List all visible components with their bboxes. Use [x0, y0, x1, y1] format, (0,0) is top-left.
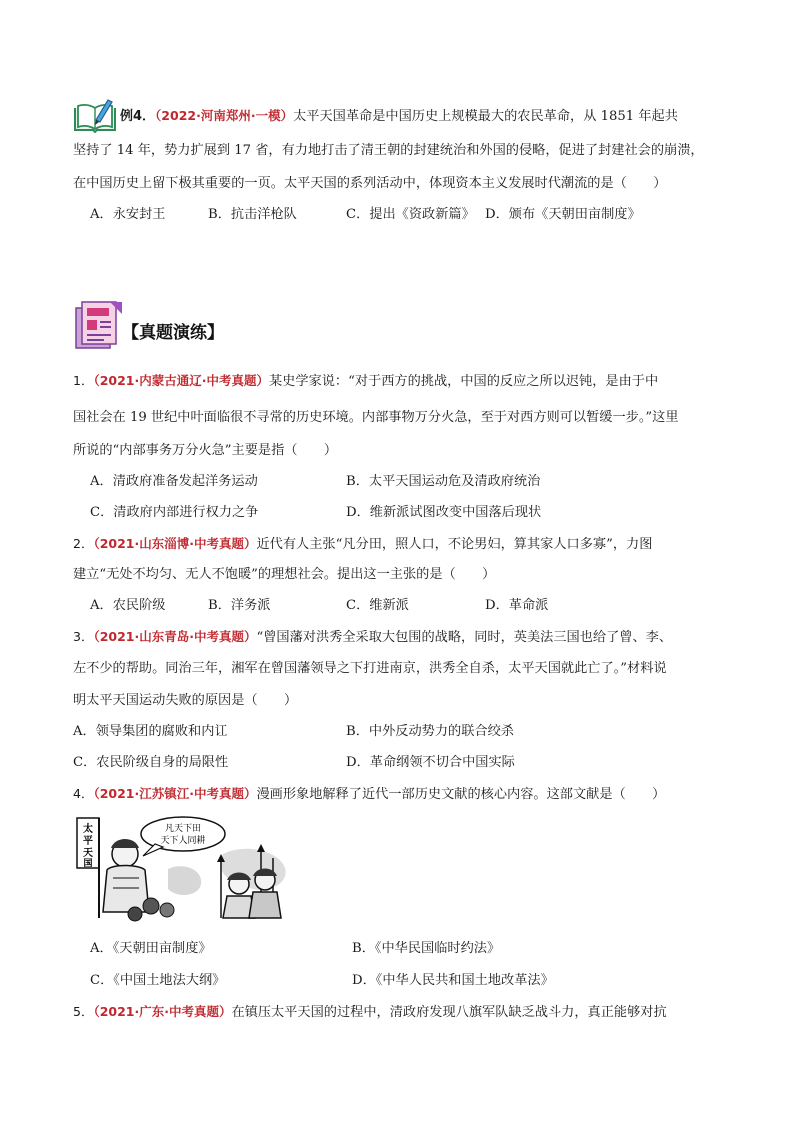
option-b[interactable]: B．太平天国运动危及清政府统治 [346, 474, 541, 489]
option-c[interactable]: C．维新派 [346, 598, 409, 613]
document-stack-icon [74, 300, 124, 352]
question-text: 建立“无处不均匀、无人不饱暖”的理想社会。提出这一主张的是（ ） [73, 567, 496, 582]
section-title: 【真题演练】 [122, 323, 224, 343]
question-number: 5． [73, 1004, 94, 1019]
question-text: 漫画形象地解释了近代一部历史文献的核心内容。这部文献是（ ） [256, 787, 666, 802]
option-a[interactable]: A．农民阶级 [90, 598, 166, 613]
option-c[interactable]: C．清政府内部进行权力之争 [90, 505, 259, 520]
question-source: （2021·山东淄博·中考真题） [93, 536, 257, 551]
question-text: 在中国历史上留下极其重要的一页。太平天国的系列活动中，体现资本主义发展时代潮流的是（ ） [73, 176, 667, 191]
cartoon-bubble-line1: 凡天下田 [164, 824, 202, 834]
question-number: 4． [73, 786, 94, 801]
question-source: （2021·山东青岛·中考真题） [93, 629, 257, 644]
option-c[interactable]: C．提出《资政新篇》 [346, 207, 475, 222]
question-text: 某史学家说：“对于西方的挑战，中国的反应之所以迟钝，是由于中 [269, 374, 659, 389]
option-d[interactable]: D．《中华人民共和国土地改革法》 [352, 973, 554, 988]
question-source: （2021·广东·中考真题） [93, 1004, 232, 1019]
question-text: 所说的“内部事务万分火急”主要是指（ ） [73, 443, 338, 458]
question-source: （2022·河南郑州·一模） [155, 108, 294, 123]
option-b[interactable]: B．洋务派 [208, 598, 271, 613]
cartoon-flag-char3: 天 [83, 848, 93, 859]
option-a[interactable]: A．清政府准备发起洋务运动 [90, 474, 258, 489]
option-a[interactable]: A．领导集团的腐败和内讧 [73, 724, 228, 739]
option-d[interactable]: D．维新派试图改变中国落后现状 [346, 505, 542, 520]
option-c[interactable]: C．农民阶级自身的局限性 [73, 755, 229, 770]
question-text: 太平天国革命是中国历史上规模最大的农民革命，从 1851 年起共 [293, 109, 678, 124]
question-source: （2021·江苏镇江·中考真题） [93, 786, 257, 801]
option-a[interactable]: A．永安封王 [90, 207, 166, 222]
cartoon-image [73, 814, 303, 922]
option-d[interactable]: D．颁布《天朝田亩制度》 [485, 207, 641, 222]
cartoon-bubble-line2: 天下人同耕 [160, 836, 206, 846]
option-b[interactable]: B．抗击洋枪队 [208, 207, 297, 222]
question-number: 1． [73, 373, 94, 388]
question-source: （2021·内蒙古通辽·中考真题） [93, 373, 269, 388]
cartoon-flag-char2: 平 [83, 836, 93, 847]
option-a[interactable]: A．《天朝田亩制度》 [90, 941, 212, 956]
question-number: 3． [73, 629, 94, 644]
question-text: 左不少的帮助。同治三年，湘军在曾国藩领导之下打进南京，洪秀全自杀，太平天国就此亡了。”材料说 [73, 661, 667, 676]
cartoon-flag-char4: 国 [83, 859, 93, 869]
option-b[interactable]: B．中外反动势力的联合绞杀 [346, 724, 514, 739]
question-text: “曾国藩对洪秀全采取大包围的战略，同时，英美法三国也给了曾、李、 [256, 630, 673, 645]
question-number: 2． [73, 536, 94, 551]
option-d[interactable]: D．革命纲领不切合中国实际 [346, 755, 515, 770]
option-b[interactable]: B．《中华民国临时约法》 [352, 941, 501, 956]
question-text: 坚持了 14 年，势力扩展到 17 省，有力地打击了清王朝的封建统治和外国的侵略，促进了封建社会的崩溃， [73, 143, 704, 158]
option-d[interactable]: D．革命派 [485, 598, 549, 613]
option-c[interactable]: C．《中国土地法大纲》 [90, 973, 226, 988]
question-text: 近代有人主张“凡分田，照人口，不论男妇，算其家人口多寡”，力图 [256, 537, 653, 552]
notebook-pencil-icon [72, 96, 118, 134]
question-text: 明太平天国运动失败的原因是（ ） [73, 693, 298, 708]
cartoon-flag-char1: 太 [83, 824, 93, 835]
question-text: 在镇压太平天国的过程中，清政府发现八旗军队缺乏战斗力，真正能够对抗 [231, 1005, 667, 1020]
example-label: 例4． [120, 109, 156, 124]
question-text: 国社会在 19 世纪中叶面临很不寻常的历史环境。内部事物万分火急，至于对西方则可以暂缓一步。”这里 [73, 410, 679, 425]
